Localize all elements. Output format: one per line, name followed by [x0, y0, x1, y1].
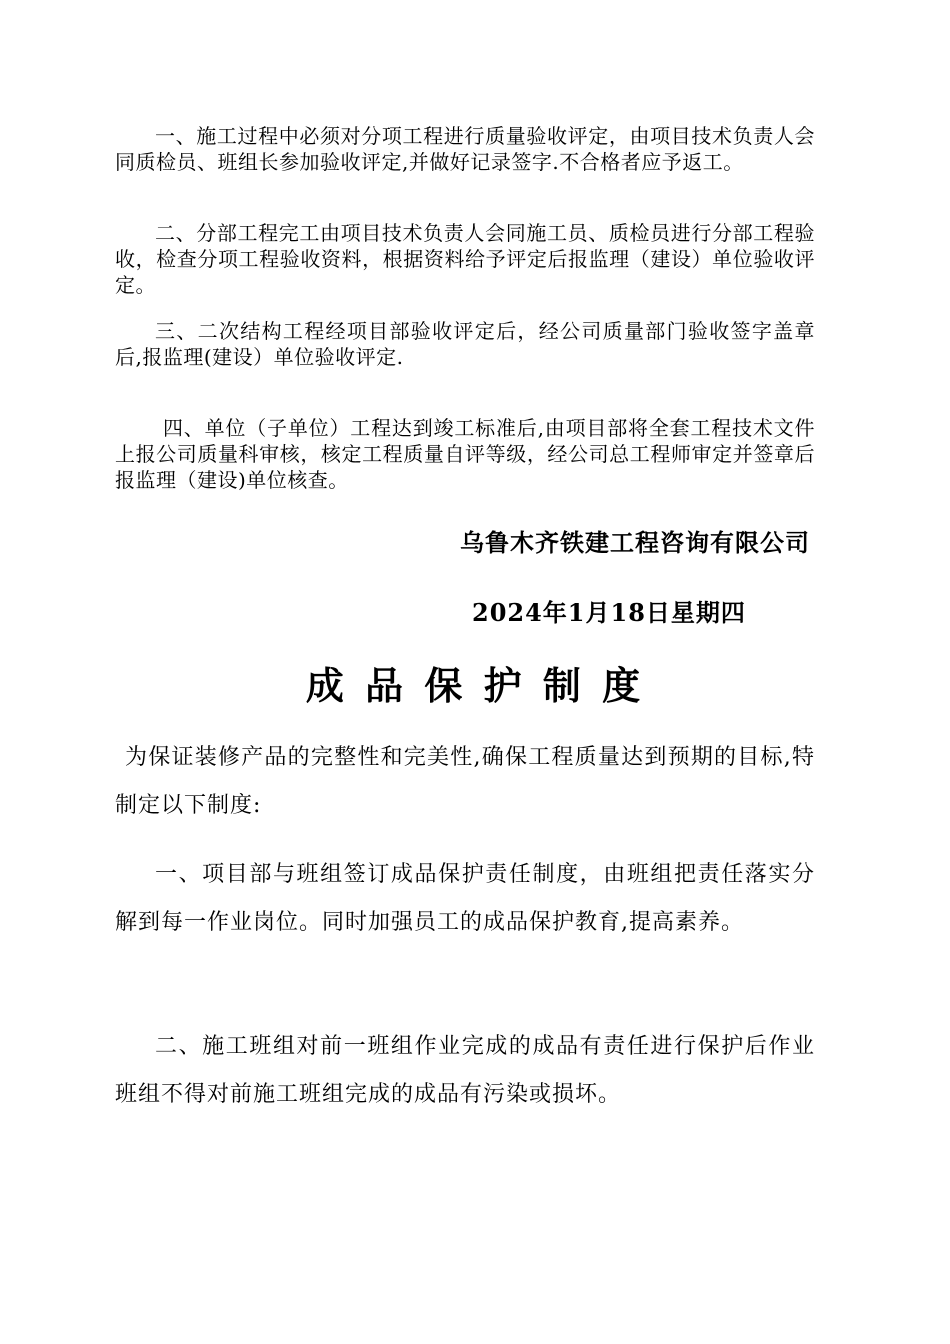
section-title: 成 品 保 护 制 度: [305, 663, 645, 708]
rule-item-1: 一、项目部与班组签订成品保护责任制度，由班组把责任落实分解到每一作业岗位。同时加强员工的成品保护教育,提高素养。: [115, 862, 815, 935]
paragraph-item-2: 二、分部工程完工由项目技术负责人会同施工员、质检员进行分部工程验收，检查分项工程验收资料，根据资料给予评定后报监理（建设）单位验收评定。: [115, 221, 815, 297]
paragraph-item-3: 三、二次结构工程经项目部验收评定后，经公司质量部门验收签字盖章后,报监理(建设）单位验收评定.: [115, 319, 815, 369]
intro-paragraph: 为保证装修产品的完整性和完美性,确保工程质量达到预期的目标,特制定以下制度:: [115, 745, 815, 818]
document-date: 2024年1月18日星期四: [472, 598, 746, 627]
paragraph-item-4: 四、单位（子单位）工程达到竣工标准后,由项目部将全套工程技术文件上报公司质量科审核，核定工程质量自评等级，经公司总工程师审定并签章后报监理（建设)单位核查。: [115, 416, 815, 492]
paragraph-item-1: 一、施工过程中必须对分项工程进行质量验收评定，由项目技术负责人会同质检员、班组长参加验收评定,并做好记录签字.不合格者应予返工。: [115, 124, 815, 174]
rule-item-2: 二、施工班组对前一班组作业完成的成品有责任进行保护后作业班组不得对前施工班组完成的成品有污染或损坏。: [115, 1034, 815, 1107]
company-name: 乌鲁木齐铁建工程咨询有限公司: [460, 528, 810, 557]
